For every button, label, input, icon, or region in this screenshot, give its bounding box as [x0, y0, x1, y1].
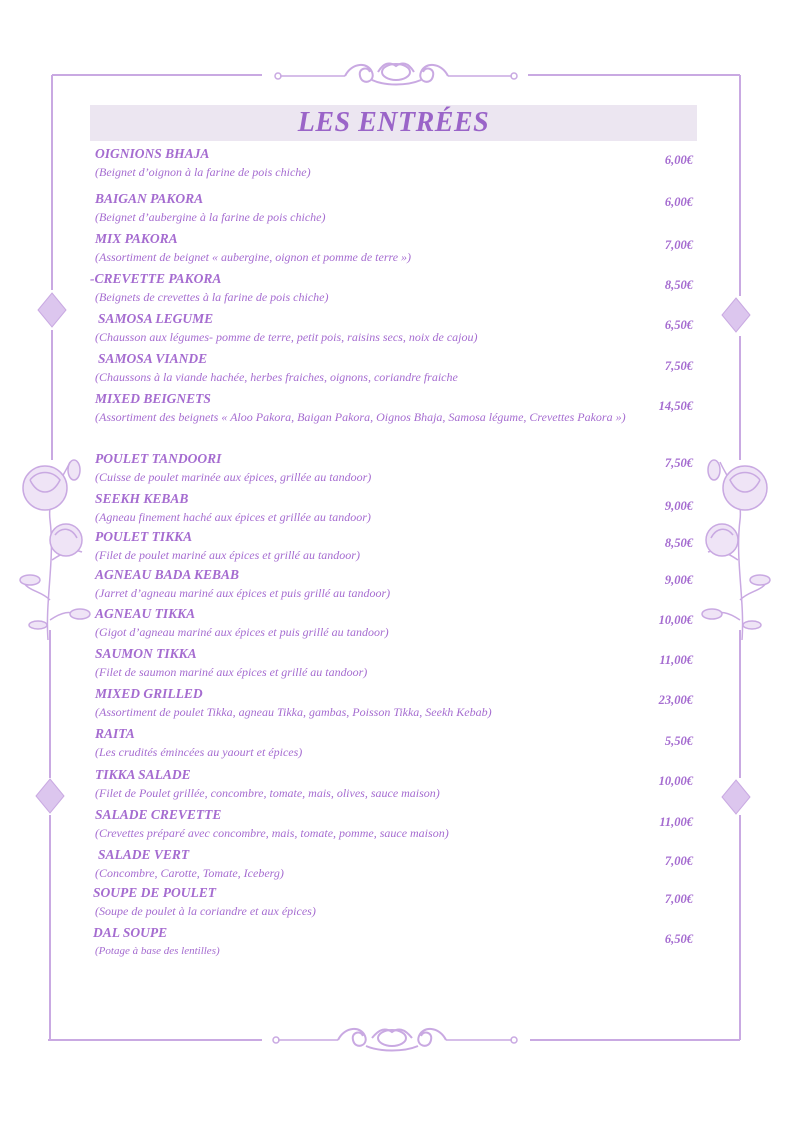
item-name: SAUMON TIKKA [95, 646, 197, 661]
item-price: 7,00€ [664, 238, 693, 252]
item-name: POULET TANDOORI [95, 451, 222, 466]
item-description: (Chausson aux légumes- pomme de terre, petit pois, raisins secs, noix de cajou) [95, 330, 478, 344]
item-price: 9,00€ [664, 573, 693, 587]
item-name: MIX PAKORA [95, 231, 178, 246]
item-price: 8,50€ [664, 536, 693, 550]
item-price: 6,50€ [664, 932, 693, 946]
item-name: AGNEAU BADA KEBAB [95, 567, 240, 582]
item-description: (Assortiment de beignet « aubergine, oignon et pomme de terre ») [95, 250, 412, 264]
item-price: 8,50€ [664, 278, 693, 292]
item-description: (Filet de Poulet grillée, concombre, tomate, mais, olives, sauce maison) [95, 786, 440, 800]
item-name: SAMOSA LEGUME [98, 311, 214, 326]
item-price: 5,50€ [664, 734, 693, 748]
item-price: 23,00€ [658, 693, 693, 707]
item-name: TIKKA SALADE [95, 767, 191, 782]
item-name: RAITA [95, 726, 135, 741]
item-name: OIGNIONS BHAJA [95, 146, 210, 161]
item-description: (Assortiment de poulet Tikka, agneau Tikka, gambas, Poisson Tikka, Seekh Kebab) [95, 705, 492, 719]
item-price: 10,00€ [658, 613, 693, 627]
item-price: 7,50€ [664, 456, 693, 470]
item-name: SAMOSA VIANDE [98, 351, 208, 366]
item-name: AGNEAU TIKKA [95, 606, 196, 621]
item-description: (Concombre, Carotte, Tomate, Iceberg) [95, 866, 284, 880]
item-price: 7,50€ [664, 359, 693, 373]
item-name: -CREVETTE PAKORA [90, 271, 222, 286]
item-description: (Cuisse de poulet marinée aux épices, grillée au tandoor) [95, 470, 372, 484]
item-name: SEEKH KEBAB [95, 491, 189, 506]
item-description: (Potage à base des lentilles) [95, 945, 220, 957]
item-price: 9,00€ [664, 499, 693, 513]
item-description: (Filet de saumon mariné aux épices et grillé au tandoor) [95, 665, 368, 679]
item-price: 7,00€ [664, 854, 693, 868]
item-price: 6,50€ [664, 318, 693, 332]
item-description: (Assortiment des beignets « Aloo Pakora, Baigan Pakora, Oignos Bhaja, Samosa légume, Crevettes Pakora ») [95, 410, 626, 424]
item-description: (Chaussons à la viande hachée, herbes fraiches, oignons, coriandre fraiche [95, 370, 458, 384]
item-description: (Les crudités émincées au yaourt et épices) [95, 745, 303, 759]
item-name: DAL SOUPE [93, 925, 168, 940]
item-description: (Beignet d’oignon à la farine de pois chiche) [95, 165, 311, 179]
item-name: SOUPE DE POULET [93, 885, 217, 900]
item-price: 11,00€ [659, 815, 693, 829]
item-description: (Gigot d’agneau mariné aux épices et puis grillé au tandoor) [95, 625, 389, 639]
item-name: BAIGAN PAKORA [95, 191, 204, 206]
item-price: 6,00€ [664, 153, 693, 167]
item-price: 6,00€ [664, 195, 693, 209]
item-name: SALADE VERT [98, 847, 190, 862]
item-price: 11,00€ [659, 653, 693, 667]
item-description: (Crevettes préparé avec concombre, mais, tomate, pomme, sauce maison) [95, 826, 449, 840]
item-price: 10,00€ [658, 774, 693, 788]
item-name: MIXED GRILLED [95, 686, 203, 701]
item-name: MIXED BEIGNETS [95, 391, 211, 406]
item-description: (Soupe de poulet à la coriandre et aux épices) [95, 904, 316, 918]
item-description: (Filet de poulet mariné aux épices et grillé au tandoor) [95, 548, 360, 562]
item-name: POULET TIKKA [95, 529, 193, 544]
item-description: (Beignet d’aubergine à la farine de pois chiche) [95, 210, 326, 224]
item-description: (Agneau finement haché aux épices et grillée au tandoor) [95, 510, 371, 524]
item-description: (Beignets de crevettes à la farine de pois chiche) [95, 290, 329, 304]
page-title: LES ENTRÉES [297, 107, 490, 138]
item-description: (Jarret d’agneau mariné aux épices et puis grillé au tandoor) [95, 586, 391, 600]
item-name: SALADE CREVETTE [95, 807, 222, 822]
item-price: 7,00€ [664, 892, 693, 906]
item-price: 14,50€ [658, 399, 693, 413]
